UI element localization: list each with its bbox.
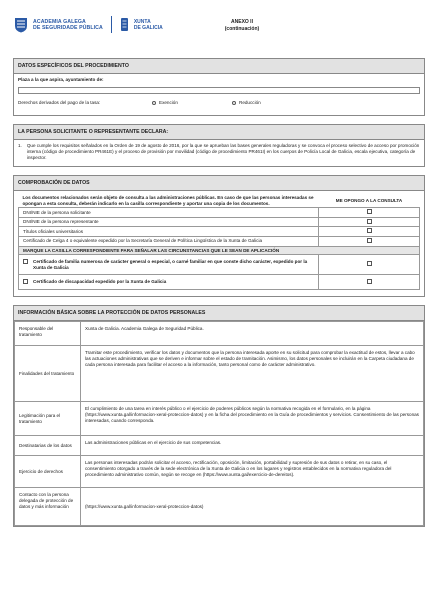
oppose-checkbox[interactable] bbox=[367, 279, 372, 284]
table-row bbox=[19, 236, 420, 246]
data-protection-section bbox=[13, 305, 425, 527]
circumstance-item: Certificado de discapacidad expedido por la Xunta de Galicia bbox=[19, 275, 319, 290]
row-text: Las personas interesadas podrán solicitar el acceso, rectificación, oposición, limitación, portabilidad y supresión de sus datos o retirar, en su caso, el consentimiento otorgado a través de la sede electrónica de la Xunta de Galicia o en los lugares y registros establecidos en la normativa reguladora del procedimiento administrativo común, según se recoge en (https://www.xunta.gal/exercicio-de-dereitos). bbox=[81, 456, 424, 488]
exemption-radio[interactable] bbox=[152, 101, 156, 105]
xunta-emblem-icon bbox=[120, 17, 129, 32]
reduction-option[interactable]: Reducción bbox=[232, 100, 261, 106]
academy-name: ACADEMIA GALEGA DE SEGURIDADE PÚBLICA bbox=[33, 18, 103, 31]
oppose-checkbox[interactable] bbox=[367, 219, 372, 224]
fees-label: Derechos derivados del pago de la tasa: bbox=[18, 100, 101, 105]
oppose-checkbox[interactable] bbox=[367, 228, 372, 233]
verification-title: COMPROBACIÓN DE DATOS bbox=[14, 176, 424, 191]
oppose-header: ME OPONGO A LA CONSULTA bbox=[335, 197, 403, 203]
procedure-section bbox=[13, 58, 425, 116]
circumstance-checkbox[interactable] bbox=[23, 259, 28, 264]
document-label: Títulos oficiales universitarios bbox=[19, 227, 319, 237]
row-label: Destinatarias de los datos bbox=[15, 436, 81, 456]
verification-intro: Los documentos relacionados serán objeto de consulta a las administraciones públicas. En caso de que las personas interesadas se opongan a esta consulta, deberán indicarlo en la casilla correspondiente y aportar una copia de los documentos. bbox=[22, 195, 314, 206]
table-row bbox=[15, 322, 424, 346]
table-row bbox=[15, 436, 424, 456]
xunta-name: XUNTA DE GALICIA bbox=[133, 18, 163, 31]
place-label: Plaza a la que aspira, ayuntamiento de: bbox=[18, 77, 104, 82]
declaration-title: LA PERSONA SOLICITANTE O REPRESENTANTE DECLARA: bbox=[14, 125, 424, 140]
table-row bbox=[19, 255, 420, 275]
row-label: Ejercicio de derechos bbox=[15, 456, 81, 488]
row-label: Finalidades del tratamiento bbox=[15, 346, 81, 402]
mark-header: MARQUE LA CASILLA CORRESPONDIENTE PARA SEÑALAR LAS CIRCUNSTANCIAS QUE LE SEAN DE APLICACIÓN bbox=[19, 246, 420, 255]
table-row bbox=[15, 346, 424, 402]
row-label: Responsable del tratamiento bbox=[15, 322, 81, 346]
row-text: Las administraciones públicas en el ejercicio de sus competencias. bbox=[81, 436, 424, 456]
document-label: DNI/NIE de la persona solicitante bbox=[19, 208, 319, 218]
row-text: Tramitar este procedimiento, verificar los datos y documentos que la persona interesada aporte en su solicitud para comprobar la exactitud de estos, llevar a cabo las actuaciones administrativas que se deriven e informar sobre el estado de tramitación. Asimismo, los datos personales se incluirán en la Carpeta ciudadana de cada persona interesada para facilitar el acceso a la información, tanto personal como de carácter administrativo. bbox=[81, 346, 424, 402]
place-input[interactable] bbox=[18, 87, 420, 94]
annex-heading: ANEXO II (continuación) bbox=[224, 19, 260, 32]
table-row bbox=[19, 208, 420, 218]
academy-shield-icon bbox=[14, 17, 28, 33]
fees-row bbox=[18, 100, 420, 106]
data-protection-title: INFORMACIÓN BÁSICA SOBRE LA PROTECCIÓN DE DATOS PERSONALES bbox=[14, 306, 424, 321]
table-row bbox=[15, 456, 424, 488]
declaration-item: 1. Que cumple los requisitos señalados en la Orden de 19 de agosto de 2016, por la que se aprueban las bases generales reguladoras y se convoca el proceso selectivo de acceso por promoción interna (código de procedimiento PR461E) y el proceso de provisión por movilidad (código de procedimiento PR461I) en los cuerpos de Policía Local de Galicia, escala ejecutiva, categoría de inspector. bbox=[18, 143, 420, 160]
table-row bbox=[19, 275, 420, 290]
document-label: Certificado de Celga 4 o equivalente expedido por la Secretaría General de Política Lingüística de la Xunta de Galicia bbox=[19, 236, 319, 246]
procedure-title: DATOS ESPECÍFICOS DEL PROCEDIMIENTO bbox=[14, 59, 424, 74]
table-row bbox=[19, 217, 420, 227]
verification-table bbox=[18, 194, 420, 290]
circumstance-item: Certificado de familia numerosa de carácter general o especial, o carné familiar en que conste dicho carácter, expedido por la Xunta de Galicia bbox=[19, 255, 319, 275]
declaration-section bbox=[13, 124, 425, 167]
row-label: Legitimación para el tratamiento bbox=[15, 402, 81, 436]
row-text: Xunta de Galicia. Academia Galega de Seguridad Pública. bbox=[81, 322, 424, 346]
circumstance-checkbox[interactable] bbox=[23, 279, 28, 284]
oppose-checkbox[interactable] bbox=[367, 261, 372, 266]
oppose-checkbox[interactable] bbox=[367, 238, 372, 243]
row-text: El cumplimiento de una tarea en interés público o el ejercicio de poderes públicos según la normativa recogida en el formulario, en la página (https://www.xunta.gal/informacion-xeral-proteccion-datos) y en la ficha del procedimiento en la Guía de procedimientos y servicios. Consentimiento de las personas interesadas, cuando corresponda. bbox=[81, 402, 424, 436]
data-protection-table bbox=[14, 321, 424, 526]
table-row bbox=[15, 402, 424, 436]
table-row bbox=[15, 488, 424, 526]
row-text: (https://www.xunta.gal/informacion-xeral-proteccion-datos) bbox=[81, 488, 424, 526]
oppose-checkbox[interactable] bbox=[367, 209, 372, 214]
reduction-radio[interactable] bbox=[232, 101, 236, 105]
header-logos bbox=[14, 16, 163, 33]
verification-section bbox=[13, 175, 425, 297]
document-label: DNI/NIE de la persona representante bbox=[19, 217, 319, 227]
exemption-option[interactable]: Exención bbox=[152, 100, 232, 106]
row-label: Contacto con la persona delegada de protección de datos y más información bbox=[15, 488, 81, 526]
table-row bbox=[19, 227, 420, 237]
